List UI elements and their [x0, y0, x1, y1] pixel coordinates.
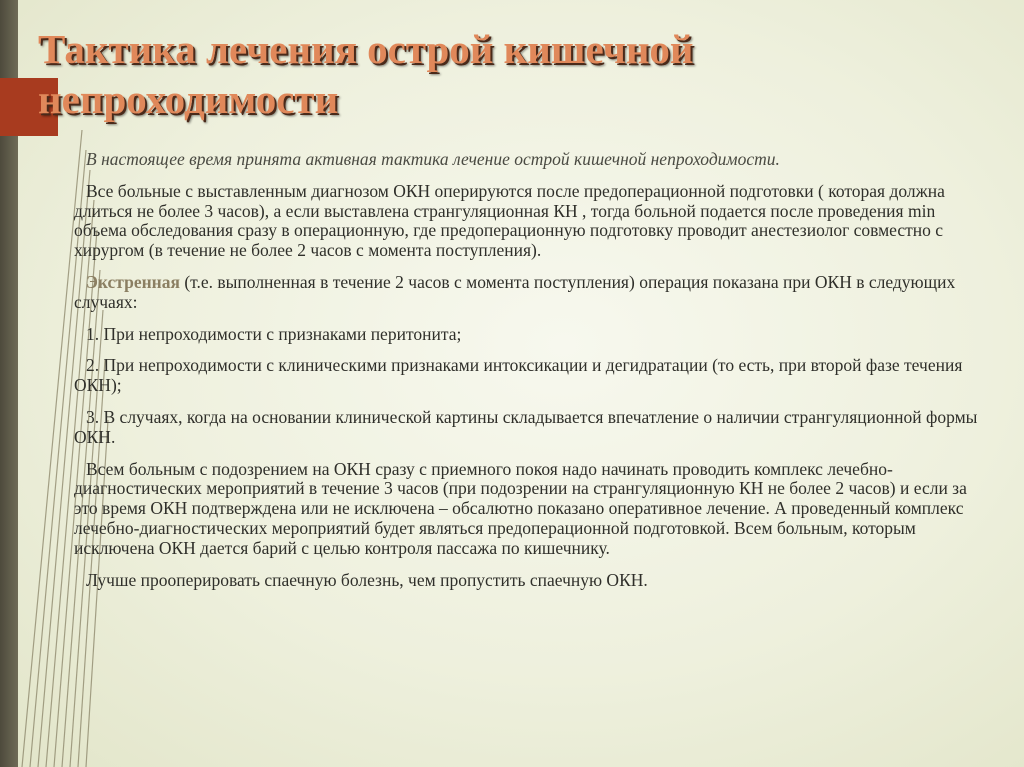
- title-line-2: непроходимости: [38, 76, 339, 122]
- intro-paragraph: В настоящее время принята активная тактика лечение острой кишечной непроходимости.: [86, 149, 780, 169]
- list-item-2: 2. При непроходимости с клиническими признаками интоксикации и дегидратации (то есть, при второй фазе течения ОКН);: [74, 355, 963, 396]
- paragraph-emergency: [74, 273, 984, 313]
- paragraph-diagnostics: Всем больным с подозрением на ОКН сразу с приемного покоя надо начинать проводить комплекс лечебно-диагностических мероприятий в течение 3 часов (при подозрении на странгуляционную КН не более 2 часов) и если за это время ОКН подтверждена или не исключена – обсалютно показано оперативное лечение. А проведенный комплекс лечебно-диагностических мероприятий будет являться предоперационной подготовкой. Всем больным, которым исключена ОКН дается барий с целью контроля пассажа по кишечнику.: [74, 458, 967, 558]
- emergency-text: (т.е. выполненная в течение 2 часов с момента поступления) операция показана при ОКН в следующих случаях:: [74, 271, 956, 312]
- list-item-3: 3. В случаях, когда на основании клинической картины складывается впечатление о наличии странгуляционной формы ОКН.: [74, 406, 978, 447]
- paragraph-conclusion: Лучше прооперировать спаечную болезнь, чем пропустить спаечную ОКН.: [86, 569, 648, 590]
- slide-title: [38, 24, 938, 124]
- paragraph-preop: Все больные с выставленным диагнозом ОКН оперируются после предоперационной подготовки ( которая должна длиться не более 3 часов), а если выставлена странгуляционная КН , тогда больной подается после проведения min объема обследования сразу в операционную, где предоперационную подготовку проводит анестезиолог совместно с хирургом (в течение не более 2 часов с момента поступления).: [74, 180, 945, 261]
- title-line-1: Тактика лечения острой кишечной: [38, 26, 694, 72]
- emergency-highlight: Экстренная: [86, 271, 180, 292]
- list-item-1: 1. При непроходимости с признаками перитонита;: [86, 323, 462, 344]
- slide-body: [74, 150, 984, 602]
